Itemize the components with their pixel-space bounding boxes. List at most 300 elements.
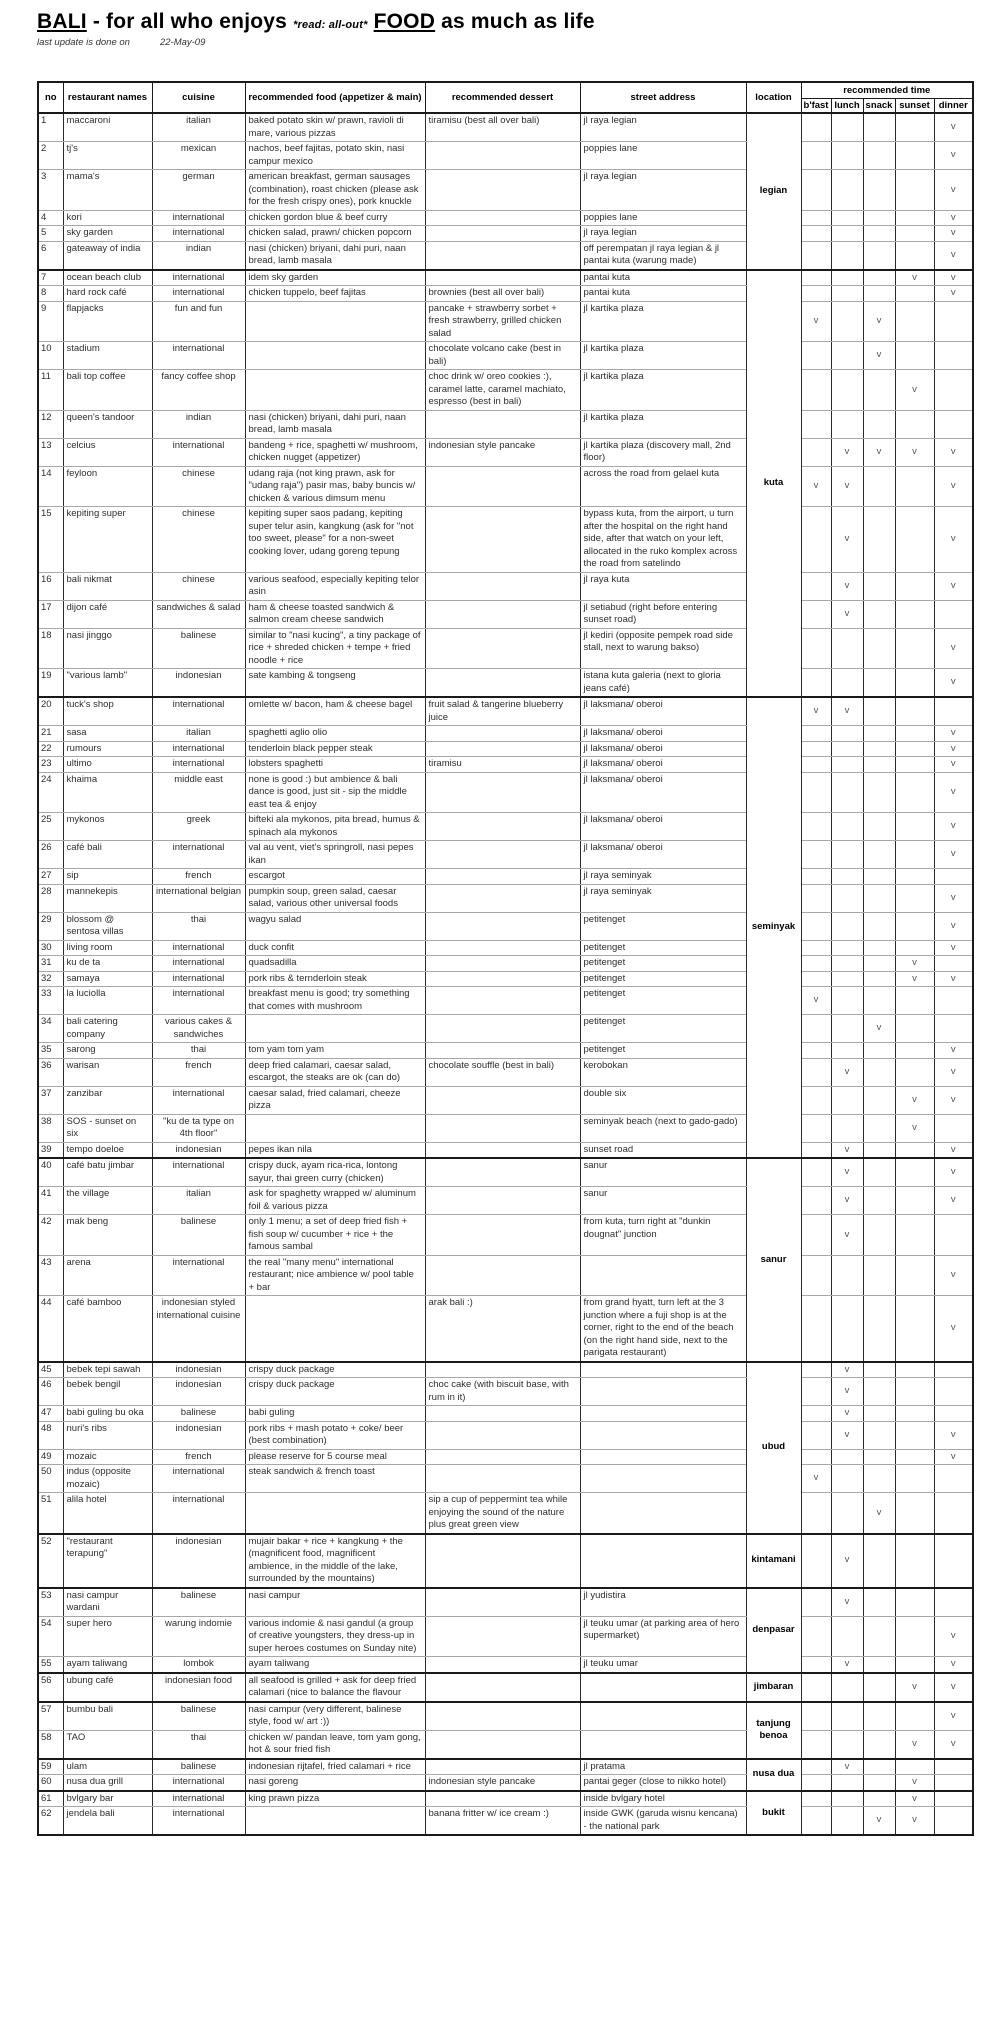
row-number-cell: 15 [38,507,63,573]
time-cell-dinner: v [934,466,973,507]
time-cell-snack [863,669,895,698]
col-header-lunch: lunch [831,99,863,114]
table-row [38,841,973,869]
col-header-restaurant-names: restaurant names [63,82,152,113]
time-cell-sunset [895,1588,934,1617]
time-cell-sunset: v [895,956,934,972]
time-cell-sunset: v [895,370,934,411]
cuisine-cell: chinese [152,466,245,507]
time-cell-dinner: v [934,1058,973,1086]
street-address-cell: petitenget [580,971,746,987]
recommended-food-cell: pepes ikan nila [245,1142,425,1158]
recommended-food-cell: sate kambing & tongseng [245,669,425,698]
time-cell-lunch [831,841,863,869]
time-cell-snack [863,1449,895,1465]
time-cell-lunch [831,210,863,226]
restaurant-name-cell: ayam taliwang [63,1657,152,1673]
recommended-food-cell: quadsadilla [245,956,425,972]
recommended-food-cell: crispy duck package [245,1378,425,1406]
table-row [38,1058,973,1086]
time-cell-snack [863,772,895,813]
time-cell-dinner: v [934,813,973,841]
time-cell-bfast [801,1421,831,1449]
row-number-cell: 60 [38,1775,63,1791]
recommended-food-cell: crispy duck package [245,1362,425,1378]
recommended-food-cell: the real "many menu" international restaurant; nice ambience w/ pool table + bar [245,1255,425,1296]
street-address-cell: jl kartika plaza [580,410,746,438]
location-cell: jimbaran [746,1673,801,1702]
col-header-location: location [746,82,801,113]
time-cell-bfast [801,813,831,841]
col-header-cuisine: cuisine [152,82,245,113]
cuisine-cell: italian [152,726,245,742]
recommended-food-cell: chicken tuppelo, beef fajitas [245,286,425,302]
recommended-food-cell: nasi (chicken) briyani, dahi puri, naan bread, lamb masala [245,241,425,270]
cuisine-cell: international [152,1775,245,1791]
table-row [38,1465,973,1493]
cuisine-cell: international [152,757,245,773]
cuisine-cell: international [152,438,245,466]
street-address-cell: from grand hyatt, turn left at the 3 junction where a fuji shop is at the corner, right to the end of the beach (on the right hand side, next to the parigata restaurant) [580,1296,746,1362]
time-cell-snack [863,628,895,669]
street-address-cell [580,1730,746,1759]
cuisine-cell: international [152,940,245,956]
title-mid: - for all who enjoys [86,10,294,33]
cuisine-cell: mexican [152,142,245,170]
recommended-dessert-cell [425,1114,580,1142]
row-number-cell: 31 [38,956,63,972]
time-cell-sunset [895,757,934,773]
time-cell-lunch [831,342,863,370]
cuisine-cell: international [152,270,245,286]
table-row [38,507,973,573]
time-cell-lunch: v [831,1657,863,1673]
row-number-cell: 41 [38,1187,63,1215]
cuisine-cell: international [152,1493,245,1534]
time-cell-lunch: v [831,1406,863,1422]
time-cell-sunset [895,410,934,438]
table-row [38,757,973,773]
last-update-label: last update is done on [37,37,130,48]
cuisine-cell: international [152,697,245,726]
cuisine-cell: balinese [152,1759,245,1775]
table-row [38,628,973,669]
time-cell-snack [863,1255,895,1296]
time-cell-bfast: v [801,1465,831,1493]
street-address-cell: jl raya seminyak [580,869,746,885]
recommended-food-cell: kepiting super saos padang, kepiting super telur asin, kangkung (ask for "not too sweet, please" for a non-sweet cooking lover, udang goreng tepung [245,507,425,573]
table-row [38,726,973,742]
recommended-dessert-cell [425,772,580,813]
cuisine-cell: french [152,1058,245,1086]
recommended-dessert-cell [425,1421,580,1449]
time-cell-snack [863,1702,895,1731]
row-number-cell: 48 [38,1421,63,1449]
table-row [38,410,973,438]
time-cell-snack [863,956,895,972]
time-cell-snack [863,1465,895,1493]
restaurant-name-cell: bebek tepi sawah [63,1362,152,1378]
row-number-cell: 14 [38,466,63,507]
table-row [38,1493,973,1534]
time-cell-snack [863,1142,895,1158]
street-address-cell: pantai geger (close to nikko hotel) [580,1775,746,1791]
recommended-dessert-cell [425,912,580,940]
street-address-cell: jl laksmana/ oberoi [580,757,746,773]
recommended-food-cell: baked potato skin w/ prawn, ravioli di mare, various pizzas [245,113,425,142]
time-cell-snack [863,1730,895,1759]
row-number-cell: 18 [38,628,63,669]
time-cell-sunset [895,1406,934,1422]
time-cell-sunset [895,507,934,573]
recommended-food-cell: crispy duck, ayam rica-rica, lontong sayur, thai green curry (chicken) [245,1158,425,1187]
time-cell-dinner [934,1362,973,1378]
recommended-food-cell: ayam taliwang [245,1657,425,1673]
time-cell-lunch [831,1791,863,1807]
restaurant-name-cell: SOS - sunset on six [63,1114,152,1142]
street-address-cell: jl laksmana/ oberoi [580,697,746,726]
time-cell-sunset [895,286,934,302]
recommended-food-cell: indonesian rijtafel, fried calamari + rice [245,1759,425,1775]
street-address-cell [580,1406,746,1422]
cuisine-cell: indonesian [152,1378,245,1406]
restaurant-name-cell: celcius [63,438,152,466]
time-cell-bfast [801,210,831,226]
street-address-cell [580,1702,746,1731]
recommended-dessert-cell [425,956,580,972]
street-address-cell: istana kuta galeria (next to gloria jeans café) [580,669,746,698]
street-address-cell [580,1421,746,1449]
restaurant-name-cell: the village [63,1187,152,1215]
time-cell-bfast [801,142,831,170]
time-cell-lunch [831,226,863,242]
time-cell-bfast [801,1043,831,1059]
recommended-dessert-cell [425,1449,580,1465]
time-cell-dinner: v [934,1086,973,1114]
time-cell-dinner: v [934,170,973,211]
time-cell-snack [863,572,895,600]
location-cell: bukit [746,1791,801,1836]
time-cell-dinner: v [934,572,973,600]
time-cell-sunset [895,1296,934,1362]
restaurant-name-cell: ulam [63,1759,152,1775]
recommended-food-cell: tom yam tom yam [245,1043,425,1059]
cuisine-cell: italian [152,1187,245,1215]
recommended-dessert-cell: sip a cup of peppermint tea while enjoying the sound of the nature plus great green view [425,1493,580,1534]
cuisine-cell: international [152,987,245,1015]
restaurant-name-cell: bvlgary bar [63,1791,152,1807]
recommended-dessert-cell: banana fritter w/ ice cream :) [425,1807,580,1836]
table-row [38,1378,973,1406]
row-number-cell: 13 [38,438,63,466]
time-cell-bfast [801,971,831,987]
time-cell-lunch [831,1702,863,1731]
cuisine-cell: international [152,210,245,226]
time-cell-bfast [801,241,831,270]
recommended-dessert-cell: fruit salad & tangerine blueberry juice [425,697,580,726]
cuisine-cell: international [152,1158,245,1187]
street-address-cell: inside GWK (garuda wisnu kencana) - the national park [580,1807,746,1836]
row-number-cell: 56 [38,1673,63,1702]
time-cell-sunset [895,142,934,170]
restaurant-name-cell: mak beng [63,1215,152,1256]
time-cell-lunch [831,1730,863,1759]
restaurant-name-cell: ocean beach club [63,270,152,286]
time-cell-bfast [801,1791,831,1807]
col-header-bfast: b'fast [801,99,831,114]
street-address-cell: sanur [580,1158,746,1187]
table-row [38,286,973,302]
row-number-cell: 33 [38,987,63,1015]
time-cell-snack: v [863,438,895,466]
restaurant-name-cell: nasi campur wardani [63,1588,152,1617]
recommended-dessert-cell [425,507,580,573]
restaurant-name-cell: café batu jimbar [63,1158,152,1187]
row-number-cell: 43 [38,1255,63,1296]
time-cell-bfast [801,1702,831,1731]
time-cell-snack [863,841,895,869]
time-cell-dinner: v [934,1730,973,1759]
recommended-food-cell: pumpkin soup, green salad, caesar salad, various other universal foods [245,884,425,912]
restaurant-name-cell: stadium [63,342,152,370]
table-row [38,1187,973,1215]
time-cell-bfast [801,438,831,466]
table-row [38,1362,973,1378]
time-cell-dinner [934,342,973,370]
restaurant-name-cell: samaya [63,971,152,987]
recommended-food-cell [245,370,425,411]
last-update-date: 22-May-09 [159,37,206,48]
row-number-cell: 51 [38,1493,63,1534]
time-cell-snack [863,1114,895,1142]
table-row [38,971,973,987]
cuisine-cell: indonesian [152,1142,245,1158]
time-cell-bfast [801,1255,831,1296]
time-cell-lunch [831,726,863,742]
time-cell-lunch [831,370,863,411]
restaurant-name-cell: mannekepis [63,884,152,912]
restaurant-name-cell: bali nikmat [63,572,152,600]
time-cell-sunset [895,1215,934,1256]
recommended-food-cell: wagyu salad [245,912,425,940]
table-row [38,170,973,211]
street-address-cell [580,1493,746,1534]
time-cell-snack [863,1187,895,1215]
time-cell-dinner [934,410,973,438]
time-cell-bfast [801,113,831,142]
table-row [38,1534,973,1588]
row-number-cell: 32 [38,971,63,987]
cuisine-cell: lombok [152,1657,245,1673]
table-row [38,912,973,940]
table-row [38,1791,973,1807]
time-cell-snack [863,410,895,438]
street-address-cell [580,1673,746,1702]
time-cell-dinner [934,869,973,885]
table-row [38,142,973,170]
time-cell-snack [863,987,895,1015]
street-address-cell: poppies lane [580,142,746,170]
time-cell-sunset: v [895,1673,934,1702]
time-cell-dinner: v [934,1255,973,1296]
time-cell-sunset [895,1362,934,1378]
recommended-dessert-cell: arak bali :) [425,1296,580,1362]
cuisine-cell: international [152,1791,245,1807]
time-cell-lunch [831,1086,863,1114]
cuisine-cell: indian [152,410,245,438]
cuisine-cell: chinese [152,507,245,573]
time-cell-lunch [831,1673,863,1702]
street-address-cell: from kuta, turn right at "dunkin dougnat" junction [580,1215,746,1256]
recommended-dessert-cell [425,1406,580,1422]
time-cell-bfast: v [801,301,831,342]
restaurant-name-cell: nusa dua grill [63,1775,152,1791]
restaurant-name-cell: café bali [63,841,152,869]
cuisine-cell: warung indomie [152,1616,245,1657]
time-cell-lunch [831,757,863,773]
time-cell-sunset [895,1058,934,1086]
table-row [38,270,973,286]
street-address-cell: jl raya seminyak [580,884,746,912]
time-cell-dinner: v [934,726,973,742]
restaurant-name-cell: bebek bengil [63,1378,152,1406]
time-cell-bfast [801,912,831,940]
time-cell-sunset [895,669,934,698]
recommended-food-cell: duck confit [245,940,425,956]
time-cell-bfast: v [801,987,831,1015]
time-cell-bfast [801,507,831,573]
row-number-cell: 9 [38,301,63,342]
recommended-dessert-cell [425,1702,580,1731]
restaurant-name-cell: "various lamb" [63,669,152,698]
recommended-food-cell: tenderloin black pepper steak [245,741,425,757]
cuisine-cell: international [152,1807,245,1836]
time-cell-lunch: v [831,1421,863,1449]
restaurant-name-cell: nuri's ribs [63,1421,152,1449]
table-row [38,370,973,411]
time-cell-bfast [801,170,831,211]
time-cell-lunch: v [831,572,863,600]
time-cell-sunset: v [895,1730,934,1759]
time-cell-sunset [895,170,934,211]
table-row [38,466,973,507]
table-row [38,1807,973,1836]
time-cell-sunset [895,1534,934,1588]
time-cell-dinner [934,1406,973,1422]
time-cell-sunset [895,1449,934,1465]
restaurant-name-cell: tj's [63,142,152,170]
time-cell-dinner: v [934,741,973,757]
time-cell-dinner [934,987,973,1015]
recommended-food-cell: chicken gordon blue & beef curry [245,210,425,226]
time-cell-dinner: v [934,1616,973,1657]
recommended-food-cell: idem sky garden [245,270,425,286]
time-cell-bfast [801,1616,831,1657]
restaurant-name-cell: mama's [63,170,152,211]
cuisine-cell: chinese [152,572,245,600]
time-cell-sunset [895,226,934,242]
recommended-food-cell: various indomie & nasi gandul (a group of creative youngsters, they dress-up in super heroes costumes on Sunday nite) [245,1616,425,1657]
time-cell-lunch [831,113,863,142]
street-address-cell: jl raya legian [580,170,746,211]
row-number-cell: 28 [38,884,63,912]
table-row [38,884,973,912]
table-row [38,226,973,242]
recommended-food-cell: nasi campur (very different, balinese style, food w/ art :)) [245,1702,425,1731]
restaurant-name-cell: kepiting super [63,507,152,573]
cuisine-cell: indonesian [152,669,245,698]
restaurant-name-cell: mykonos [63,813,152,841]
time-cell-sunset [895,869,934,885]
cuisine-cell: indonesian food [152,1673,245,1702]
recommended-dessert-cell [425,572,580,600]
time-cell-lunch: v [831,600,863,628]
time-cell-bfast [801,956,831,972]
time-cell-sunset [895,628,934,669]
cuisine-cell: greek [152,813,245,841]
table-row [38,1421,973,1449]
cuisine-cell: international [152,226,245,242]
row-number-cell: 12 [38,410,63,438]
recommended-food-cell: bandeng + rice, spaghetti w/ mushroom, chicken nugget (appetizer) [245,438,425,466]
row-number-cell: 52 [38,1534,63,1588]
col-header-snack: snack [863,99,895,114]
cuisine-cell: international [152,841,245,869]
time-cell-dinner: v [934,669,973,698]
recommended-food-cell: chicken salad, prawn/ chicken popcorn [245,226,425,242]
time-cell-bfast [801,1015,831,1043]
recommended-dessert-cell: choc drink w/ oreo cookies :), caramel latte, caramel machiato, espresso (best in bali) [425,370,580,411]
street-address-cell: jl kediri (opposite pempek road side stall, next to warung bakso) [580,628,746,669]
time-cell-dinner: v [934,912,973,940]
time-cell-lunch [831,241,863,270]
time-cell-lunch [831,1114,863,1142]
cuisine-cell: balinese [152,628,245,669]
cuisine-cell: middle east [152,772,245,813]
cuisine-cell: italian [152,113,245,142]
row-number-cell: 54 [38,1616,63,1657]
recommended-food-cell: nasi campur [245,1588,425,1617]
recommended-dessert-cell [425,226,580,242]
restaurant-name-cell: tuck's shop [63,697,152,726]
time-cell-bfast [801,1362,831,1378]
recommended-dessert-cell [425,1215,580,1256]
time-cell-snack [863,912,895,940]
time-cell-dinner: v [934,226,973,242]
table-row [38,1657,973,1673]
time-cell-dinner [934,1775,973,1791]
recommended-dessert-cell [425,410,580,438]
time-cell-sunset [895,113,934,142]
time-cell-bfast [801,1657,831,1673]
time-cell-lunch: v [831,1058,863,1086]
row-number-cell: 21 [38,726,63,742]
cuisine-cell: thai [152,1043,245,1059]
cuisine-cell: german [152,170,245,211]
time-cell-snack [863,142,895,170]
row-number-cell: 7 [38,270,63,286]
restaurant-name-cell: café bamboo [63,1296,152,1362]
col-header-recommended-time: recommended time [801,82,973,99]
restaurant-name-cell: rumours [63,741,152,757]
table-body [38,113,973,1835]
street-address-cell [580,1465,746,1493]
time-cell-sunset [895,1378,934,1406]
time-cell-dinner: v [934,1421,973,1449]
time-cell-lunch [831,142,863,170]
recommended-food-cell [245,1807,425,1836]
time-cell-sunset [895,1493,934,1534]
